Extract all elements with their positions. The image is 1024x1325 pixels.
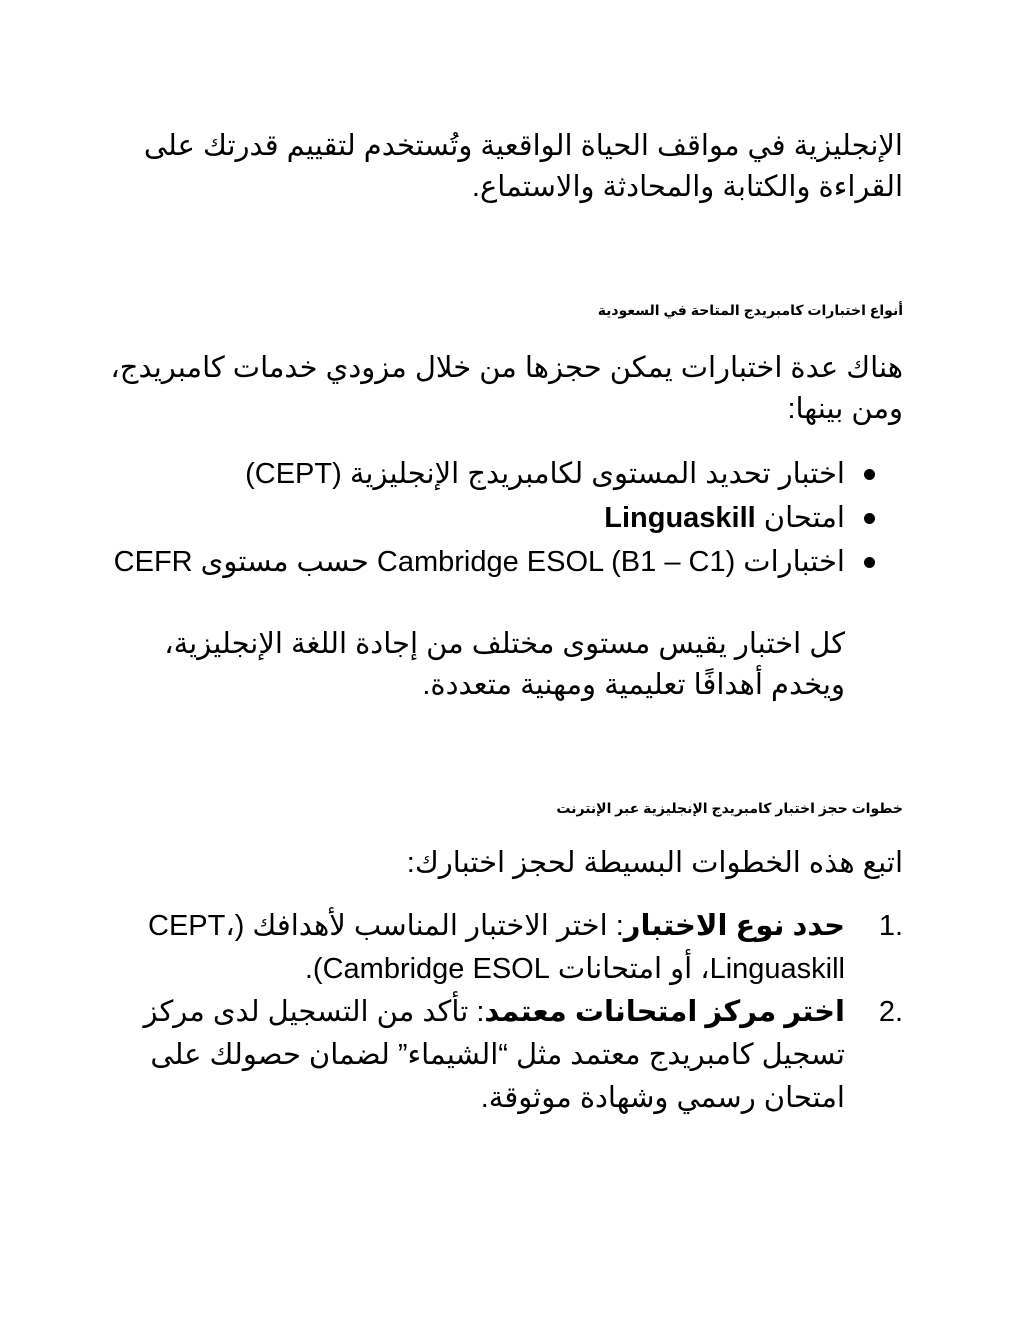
- test-types-list: [113, 452, 903, 584]
- booking-steps-list: [113, 905, 903, 1120]
- list-item: [113, 991, 903, 1120]
- list-item: [113, 452, 903, 496]
- list-item: [113, 496, 903, 540]
- test-types-note: كل اختبار يقيس مستوى مختلف من إجادة اللغة الإنجليزية، ويخدم أهدافًا تعليمية ومهنية متعددة.: [164, 628, 845, 701]
- bullet-bold-text: Linguaskill: [604, 502, 756, 534]
- bullet-text: اختبارات Cambridge ESOL (B1 – C1) حسب مستوى CEFR: [113, 546, 845, 578]
- step-body: اختر الاختبار المناسب لأهدافك (CEPT، Linguaskill، أو امتحانات Cambridge ESOL).: [148, 910, 845, 985]
- step-colon: :: [468, 996, 485, 1028]
- step-number: 2.: [878, 996, 903, 1028]
- test-types-intro: هناك عدة اختبارات يمكن حجزها من خلال مزودي خدمات كامبريدج، ومن بينها:: [110, 352, 903, 425]
- step-body: تأكد من التسجيل لدى مركز تسجيل كامبريدج معتمد مثل “الشيماء” لضمان حصولك على امتحان رسمي وشهادة موثوقة.: [143, 996, 845, 1114]
- list-item: [113, 540, 903, 584]
- booking-steps-intro: اتبع هذه الخطوات البسيطة لحجز اختبارك:: [406, 847, 903, 879]
- intro-paragraph: الإنجليزية في مواقف الحياة الواقعية وتُستخدم لتقييم قدرتك على القراءة والكتابة والمحادثة والاستماع.: [143, 130, 903, 203]
- section-heading-test-types: أنواع اختبارات كامبريدج المتاحة في السعودية: [597, 302, 903, 318]
- step-title: حدد نوع الاختبار: [623, 910, 845, 942]
- bullet-icon: [864, 513, 875, 524]
- bullet-text: اختبار تحديد المستوى لكامبريدج الإنجليزية (CEPT): [245, 458, 845, 490]
- section-heading-booking-steps: خطوات حجز اختبار كامبريدج الإنجليزية عبر الإنترنت: [556, 800, 903, 816]
- step-title: اختر مركز امتحانات معتمد: [484, 996, 845, 1028]
- step-colon: :: [607, 910, 624, 942]
- list-item: [113, 905, 903, 991]
- bullet-icon: [864, 469, 875, 480]
- bullet-icon: [864, 557, 875, 568]
- bullet-prefix: امتحان: [755, 502, 845, 534]
- step-number: 1.: [878, 910, 903, 942]
